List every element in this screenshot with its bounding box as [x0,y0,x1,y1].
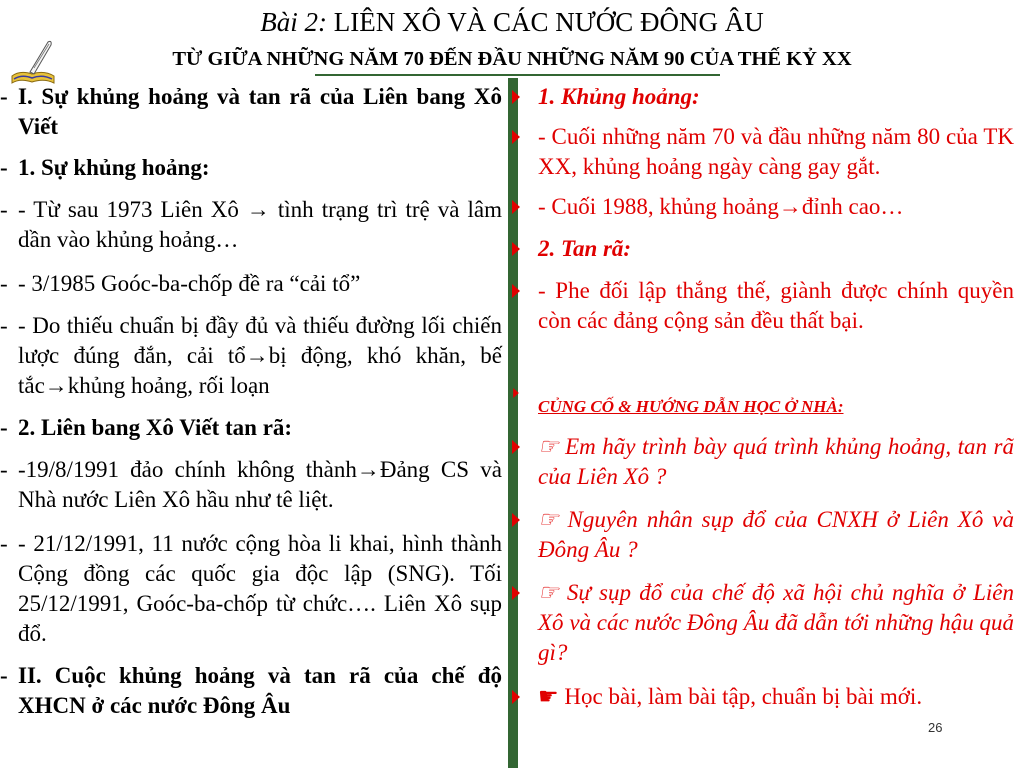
dash-bullet-icon: - [0,155,8,180]
dash-bullet-icon: - [0,197,8,222]
homework-item: ☛ Học bài, làm bài tập, chuẩn bị bài mới. [512,682,1014,712]
list-item: - Cuối những năm 70 và đầu những năm 80 của TK XX, khủng hoảng ngày càng gay gắt. [512,122,1014,182]
dash-bullet-icon: - [0,313,8,338]
left-column [0,82,502,721]
red-triangle-bullet-icon [512,130,520,144]
page-number: 26 [928,720,943,735]
title-divider [315,74,720,76]
section-heading: - II. Cuộc khủng hoảng và tan rã của chế độ XHCN ở các nước Đông Âu [0,663,502,718]
dash-bullet-icon: - [0,531,8,556]
dash-bullet-icon: - [0,84,8,109]
list-item: - - Từ sau 1973 Liên Xô → tình trạng trì trệ và lâm dần vào khủng hoảng… [0,197,502,252]
subsection-heading: 1. Khủng hoảng: [512,82,1014,112]
red-triangle-bullet-icon [512,284,520,298]
list-item: - Phe đối lập thắng thế, giành được chính quyền còn các đảng cộng sản đều thất bại. [512,276,1014,336]
red-triangle-bullet-icon [512,440,520,454]
red-triangle-bullet-icon [512,90,520,104]
review-question: ☞ Em hãy trình bày quá trình khủng hoảng, tan rã của Liên Xô ? [512,432,1014,492]
red-triangle-bullet-icon [512,586,520,600]
lesson-number: Bài 2: [260,7,328,37]
dash-bullet-icon: - [0,415,8,440]
review-question: ☞ Sự sụp đổ của chế độ xã hội chủ nghĩa ở Liên Xô và các nước Đông Âu đã dẫn tới những hậu quả gì? [512,578,1014,668]
dash-bullet-icon: - [0,663,8,688]
page-title [0,6,1024,38]
list-item: - - 3/1985 Goóc-ba-chốp đề ra “cải tổ” [0,269,502,299]
subsection-heading: - 2. Liên bang Xô Viết tan rã: [0,413,502,443]
dash-bullet-icon: - [0,457,8,482]
section-heading: - I. Sự khủng hoảng và tan rã của Liên bang Xô Viết [0,84,502,139]
red-triangle-bullet-icon [512,513,520,527]
subsection-heading: - 1. Sự khủng hoảng: [0,153,502,183]
right-column [512,82,1014,712]
red-triangle-bullet-icon [512,242,520,256]
list-item: - Cuối 1988, khủng hoảng→đỉnh cao… [512,192,1014,222]
page-subtitle: TỪ GIỮA NHỮNG NĂM 70 ĐẾN ĐẦU NHỮNG NĂM 90 CỦA THẾ KỶ XX [172,48,852,70]
red-triangle-bullet-icon [512,200,520,214]
list-item: - -19/8/1991 đảo chính không thành→Đảng CS và Nhà nước Liên Xô hầu như tê liệt. [0,457,502,512]
red-triangle-bullet-icon [512,690,520,704]
red-triangle-bullet-icon [512,388,520,398]
lesson-title: LIÊN XÔ VÀ CÁC NƯỚC ĐÔNG ÂU [333,7,764,37]
review-question: ☞ Nguyên nhân sụp đổ của CNXH ở Liên Xô và Đông Âu ? [512,505,1014,565]
list-item: - - 21/12/1991, 11 nước cộng hòa li khai, hình thành Cộng đồng các quốc gia độc lập (SNG). Tối 25/12/1991, Goóc-ba-chốp từ chức…. Liên Xô sụp đổ. [0,531,502,646]
review-heading: CỦNG CỐ & HƯỚNG DẪN HỌC Ở NHÀ: [512,392,1014,422]
list-item: - - Do thiếu chuẩn bị đầy đủ và thiếu đường lối chiến lược đúng đắn, cải tổ→bị động, khó khăn, bế tắc→khủng hoảng, rối loạn [0,313,502,398]
dash-bullet-icon: - [0,271,8,296]
subsection-heading: 2. Tan rã: [512,234,1014,264]
